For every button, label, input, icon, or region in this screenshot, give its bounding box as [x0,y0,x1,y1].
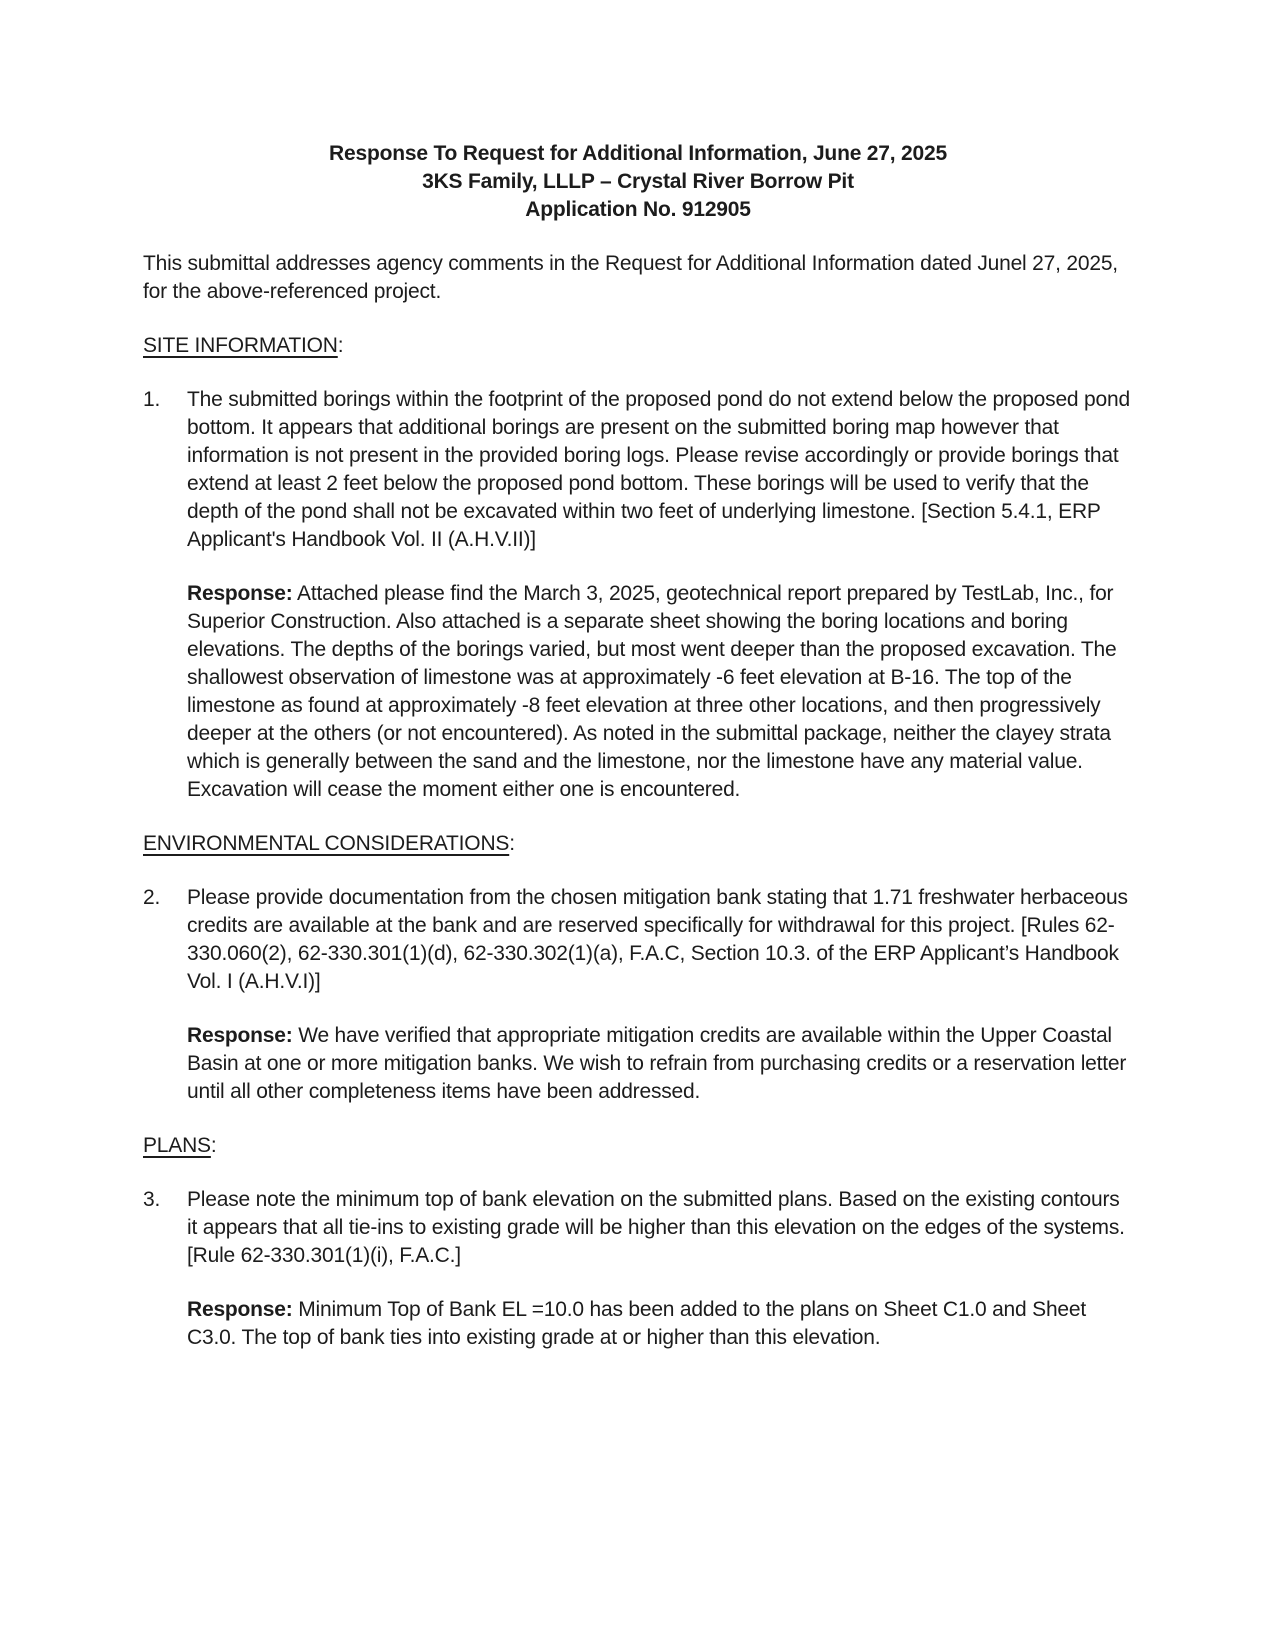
heading-text: ENVIRONMENTAL CONSIDERATIONS [143,832,510,855]
item-text: Please note the minimum top of bank elevation on the submitted plans. Based on the existing contours it appears that all tie-ins to existing grade will be higher than this elevation on the edges of the systems. [Rule 62-330.301(1)(i), F.A.C.] [187,1188,1125,1267]
intro-paragraph: This submittal addresses agency comments in the Request for Additional Information dated Junel 27, 2025, for the above-referenced project. [143,252,1118,303]
numbered-item-3 [143,1186,1133,1270]
heading-colon: : [337,334,344,357]
response-label: Response: [187,1298,293,1321]
response-text: Minimum Top of Bank EL =10.0 has been added to the plans on Sheet C1.0 and Sheet C3.0. The top of bank ties into existing grade at or higher than this elevation. [187,1298,1087,1349]
title-line-1: Response To Request for Additional Information, June 27, 2025 [329,142,947,165]
section-heading-site-information [143,332,1133,360]
response-text: We have verified that appropriate mitigation credits are available within the Upper Coastal Basin at one or more mitigation banks. We wish to refrain from purchasing credits or a reservation letter until all other completeness items have been addressed. [187,1024,1127,1103]
response-paragraph-1 [187,580,1133,804]
section-heading-plans [143,1132,1133,1160]
heading-colon: : [509,832,515,855]
item-text: Please provide documentation from the chosen mitigation bank stating that 1.71 freshwater herbaceous credits are available at the bank and are reserved specifically for withdrawal for this project. [Rules 62-330.060(2), 62-330.301(1)(d), 62-330.302(1)(a), F.A.C, Section 10.3. of the ERP Applicant’s Handbook Vol. I (A.H.V.I)] [187,886,1128,993]
response-paragraph-3 [187,1296,1133,1352]
heading-colon: : [210,1134,217,1157]
item-number: 2. [143,886,161,909]
section-heading-environmental-considerations [143,830,1133,858]
response-paragraph-2 [187,1022,1133,1106]
item-text: The submitted borings within the footprint of the proposed pond do not extend below the proposed pond bottom. It appears that additional borings are present on the submitted boring map however that information is not present in the provided boring logs. Please revise accordingly or provide borings that extend at least 2 feet below the proposed pond bottom. These borings will be used to verify that the depth of the pond shall not be excavated within two feet of underlying limestone. [Section 5.4.1, ERP Applicant's Handbook Vol. II (A.H.V.II)] [187,388,1130,551]
numbered-item-2 [143,884,1133,996]
response-label: Response: [187,1024,293,1047]
title-line-2: 3KS Family, LLLP – Crystal River Borrow Pit [422,170,854,193]
response-text: Attached please find the March 3, 2025, geotechnical report prepared by TestLab, Inc., for Superior Construction. Also attached is a separate sheet showing the boring locations and boring elevations. The depths of the borings varied, but most went deeper than the proposed excavation. The shallowest observation of limestone was at approximately -6 feet elevation at B-16. The top of the limestone as found at approximately -8 feet elevation at three other locations, and then progressively deeper at the others (or not encountered). As noted in the submittal package, neither the clayey strata which is generally between the sand and the limestone, nor the limestone have any material value. Excavation will cease the moment either one is encountered. [187,582,1117,801]
heading-text: SITE INFORMATION [143,334,338,357]
numbered-item-1 [143,386,1133,554]
item-number: 1. [143,388,161,411]
response-label: Response: [187,582,293,605]
title-line-3: Application No. 912905 [525,198,751,221]
item-number: 3. [143,1188,161,1211]
heading-text: PLANS [143,1134,211,1157]
document-title [143,140,1133,224]
